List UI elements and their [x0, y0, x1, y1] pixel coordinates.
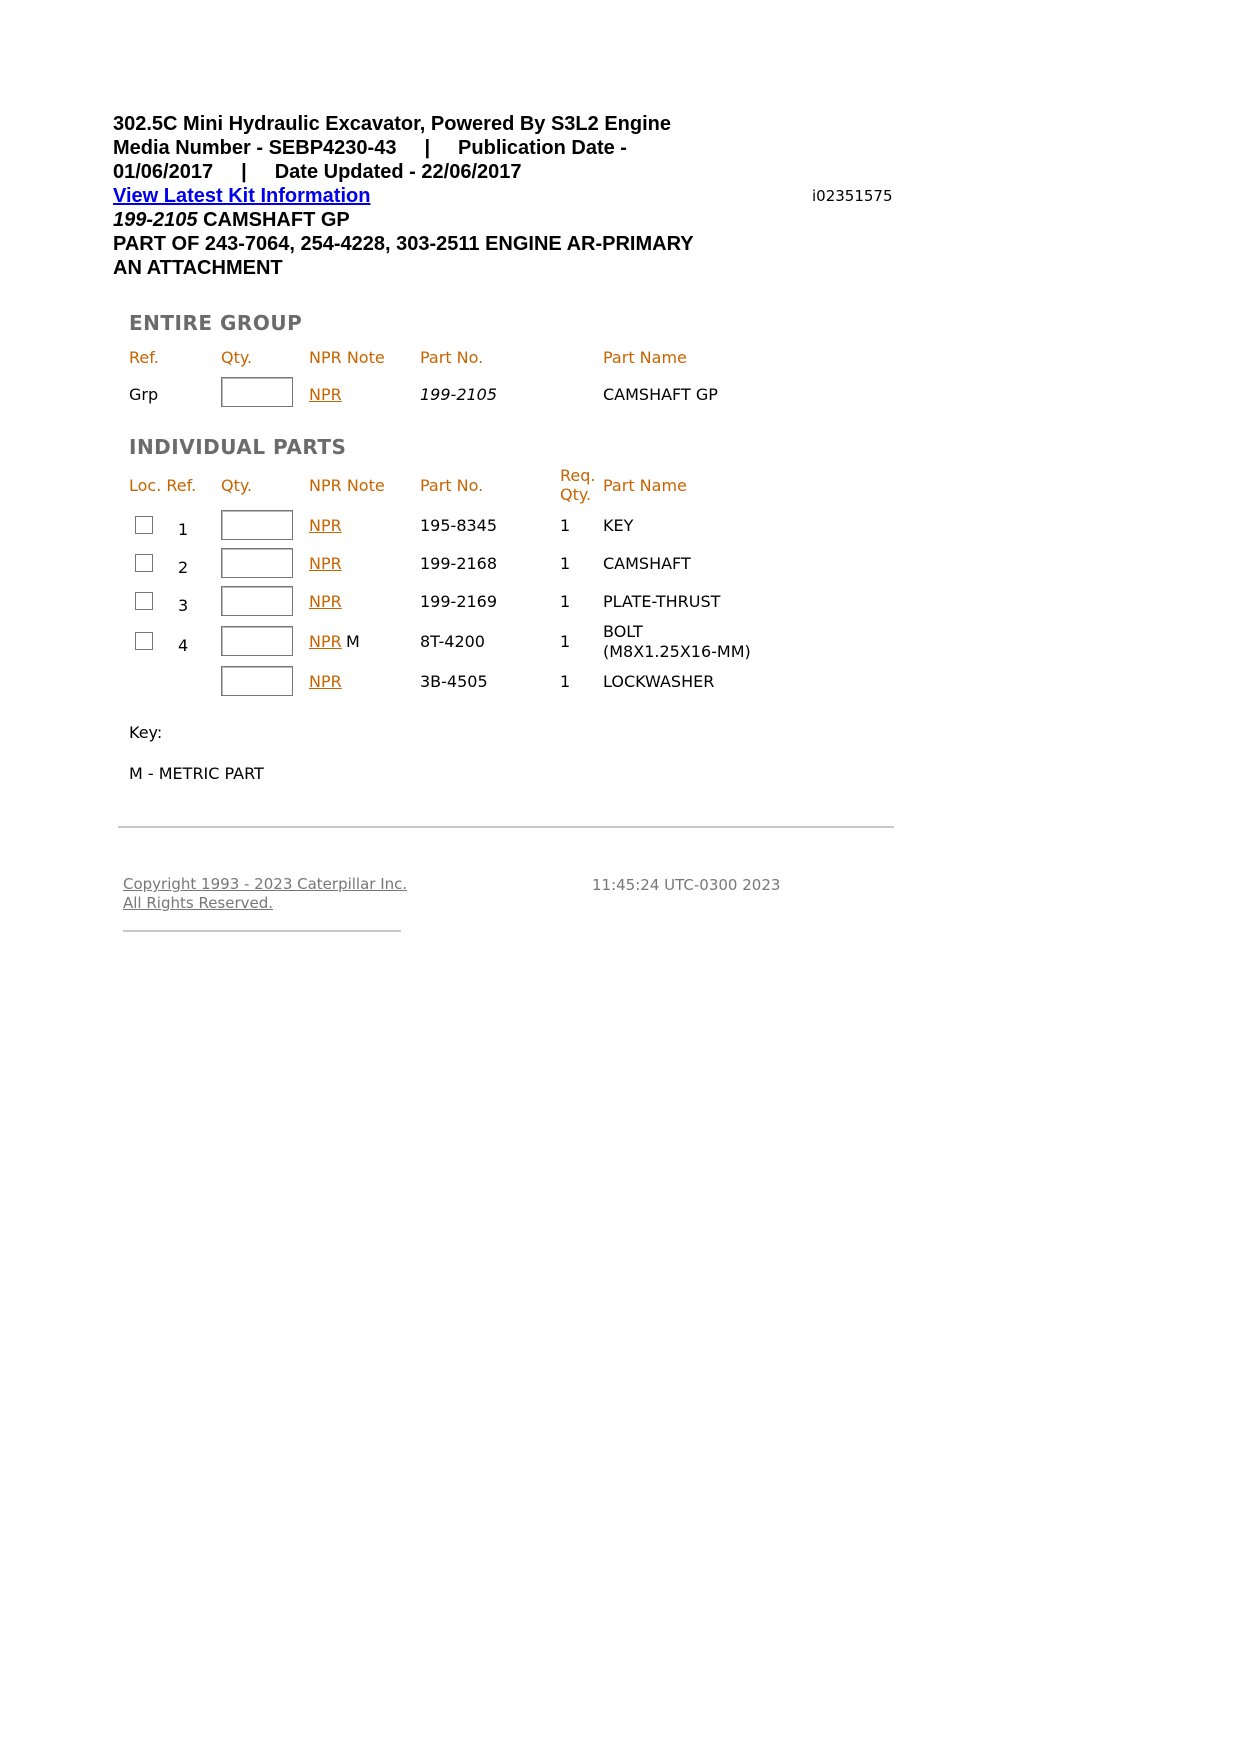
timestamp: 11:45:24 UTC-0300 2023 [592, 876, 781, 894]
row-checkbox[interactable] [135, 516, 153, 534]
separator: | [424, 137, 431, 159]
part-name: CAMSHAFT [603, 554, 691, 573]
npr-link[interactable]: NPR [309, 516, 342, 535]
publication-label: Publication Date - [458, 137, 627, 159]
row-checkbox[interactable] [135, 554, 153, 572]
copyright-link[interactable] [123, 875, 407, 913]
individual-parts-title: INDIVIDUAL PARTS [129, 435, 347, 459]
metric-note: M [346, 632, 360, 651]
col-qty: Qty. [221, 476, 253, 495]
footer-divider [123, 930, 401, 932]
part-name: KEY [603, 516, 634, 535]
copyright-line-2: All Rights Reserved. [123, 894, 274, 912]
quantity-input[interactable] [221, 626, 293, 656]
loc-ref: 3 [178, 596, 189, 615]
col-npr-note: NPR Note [309, 476, 385, 495]
part-no: 195-8345 [420, 516, 498, 535]
req-qty: 1 [560, 516, 571, 535]
part-no: 8T-4200 [420, 632, 485, 651]
key-entry: M - METRIC PART [129, 764, 264, 783]
entire-group-title: ENTIRE GROUP [129, 311, 303, 335]
media-number: Media Number - SEBP4230-43 [113, 137, 397, 159]
req-qty: 1 [560, 592, 571, 611]
req-qty: 1 [560, 632, 571, 651]
divider [118, 826, 894, 828]
separator: | [241, 161, 247, 183]
part-name: PLATE-THRUST [603, 592, 721, 611]
part-of-line-2: AN ATTACHMENT [113, 257, 283, 279]
quantity-input[interactable] [221, 548, 293, 578]
col-part-name: Part Name [603, 348, 687, 367]
quantity-input[interactable] [221, 510, 293, 540]
document-header [113, 112, 753, 280]
copyright-line-1: Copyright 1993 - 2023 Caterpillar Inc. [123, 875, 408, 893]
publication-date: 01/06/2017 [113, 161, 214, 183]
group-name: CAMSHAFT GP [197, 209, 350, 231]
col-part-name: Part Name [603, 476, 687, 495]
quantity-input[interactable] [221, 586, 293, 616]
npr-link[interactable]: NPR [309, 554, 342, 573]
part-of-line-1: PART OF 243-7064, 254-4228, 303-2511 ENGINE AR-PRIMARY [113, 233, 694, 255]
row-checkbox[interactable] [135, 592, 153, 610]
loc-ref: 2 [178, 558, 189, 577]
group-part-number: 199-2105 [113, 209, 198, 231]
col-ref: Ref. [129, 348, 159, 367]
key-label: Key: [129, 723, 163, 742]
quantity-input[interactable] [221, 666, 293, 696]
col-qty: Qty. [221, 348, 253, 367]
col-loc-ref: Loc. Ref. [129, 476, 197, 495]
col-part-no: Part No. [420, 348, 484, 367]
npr-link[interactable]: NPR [309, 672, 342, 691]
view-latest-kit-link[interactable]: View Latest Kit Information [113, 185, 371, 207]
group-ref: Grp [129, 385, 159, 404]
group-part-name: CAMSHAFT GP [603, 385, 718, 404]
loc-ref: 4 [178, 636, 189, 655]
col-part-no: Part No. [420, 476, 484, 495]
document-id: i02351575 [812, 187, 893, 205]
group-part-no: 199-2105 [420, 385, 498, 404]
part-name-detail: (M8X1.25X16-MM) [603, 642, 751, 661]
req-qty: 1 [560, 554, 571, 573]
npr-link[interactable]: NPR [309, 385, 342, 404]
group-heading [113, 208, 753, 232]
part-name: BOLT [603, 622, 643, 641]
date-line [113, 160, 753, 184]
col-req-qty-1: Req. [560, 466, 596, 485]
loc-ref: 1 [178, 520, 189, 539]
document-title: 302.5C Mini Hydraulic Excavator, Powered By S3L2 Engine [113, 113, 671, 135]
req-qty: 1 [560, 672, 571, 691]
media-line [113, 136, 753, 160]
col-npr-note: NPR Note [309, 348, 385, 367]
part-no: 199-2168 [420, 554, 498, 573]
date-updated: Date Updated - 22/06/2017 [274, 161, 522, 183]
col-req-qty-2: Qty. [560, 485, 592, 504]
npr-link[interactable]: NPR [309, 592, 342, 611]
part-name: LOCKWASHER [603, 672, 715, 691]
part-no: 3B-4505 [420, 672, 488, 691]
part-no: 199-2169 [420, 592, 498, 611]
row-checkbox[interactable] [135, 632, 153, 650]
quantity-input[interactable] [221, 377, 293, 407]
npr-link[interactable]: NPR [309, 632, 342, 651]
